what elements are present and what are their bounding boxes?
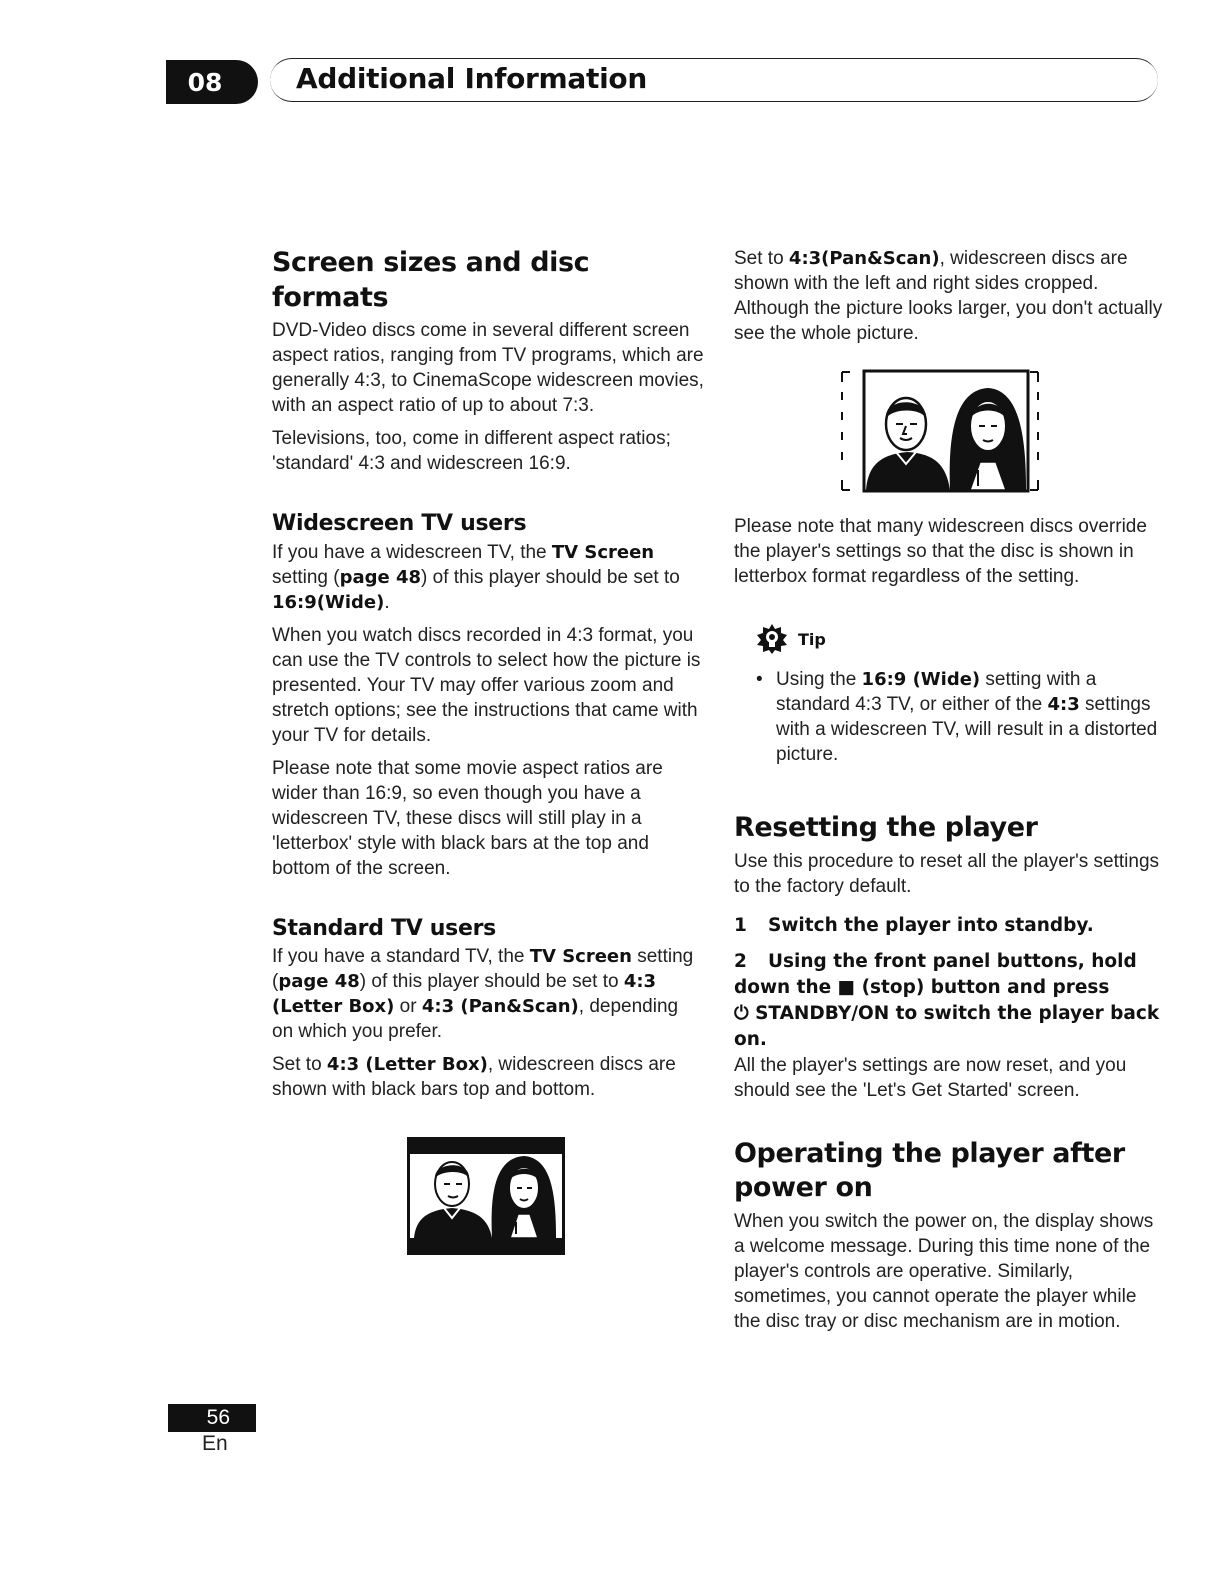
text: , depending on which you prefer. — [272, 996, 679, 1043]
bold-term: 4:3 (Letter Box) — [326, 1054, 488, 1076]
step-1 — [734, 913, 1166, 939]
tip-list-item — [756, 667, 1166, 767]
letterbox-illustration — [406, 1136, 566, 1256]
section-pan-scan — [734, 246, 1166, 589]
section-screen-sizes — [272, 246, 704, 476]
chapter-number: 08 — [187, 67, 223, 97]
tip-lightbulb-icon — [756, 623, 788, 655]
bullet-icon: • — [756, 669, 763, 690]
paragraph: Please note that many widescreen discs override the player's settings so that the disc is shown in letterbox format regardless of the setting. — [734, 516, 1147, 587]
tip-text — [776, 667, 1166, 767]
paragraph: All the player's settings are now reset, and you should see the 'Let's Get Started' screen. — [734, 1054, 1127, 1101]
text: If you have a standard TV, the — [272, 946, 530, 968]
heading-widescreen-tv-users: Widescreen TV users — [272, 511, 527, 537]
tip-header — [756, 623, 1166, 655]
text: setting ( — [272, 566, 340, 588]
step-number: 1 — [734, 914, 747, 936]
step-text: Switch the player into standby. — [768, 914, 1094, 936]
section-operating — [734, 1137, 1166, 1334]
step-2 — [734, 949, 1166, 1053]
paragraph: Use this procedure to reset all the player's settings to the factory default. — [734, 850, 1160, 897]
bold-term: TV Screen — [551, 541, 655, 563]
page-language: En — [202, 1432, 228, 1455]
text: , widescreen discs are shown with black bars top and bottom. — [272, 1054, 676, 1101]
step-text: Using the front panel buttons, hold down the — [734, 950, 1137, 998]
bold-term: 16:9 (Wide) — [861, 669, 981, 690]
tip-box — [734, 623, 1166, 767]
power-standby-icon: ⏻ — [734, 1002, 749, 1024]
left-column — [272, 246, 704, 1256]
paragraph — [734, 246, 1166, 346]
step-number: 2 — [734, 950, 747, 972]
step-text: (stop) button and press — [855, 976, 1110, 998]
text: settings with a widescreen TV, will result in a distorted picture. — [776, 694, 1158, 765]
paragraph — [272, 944, 704, 1044]
text: , widescreen discs are shown with the left and right sides cropped. Although the picture looks larger, you don't actually see the whole picture. — [734, 248, 1163, 344]
text: ) of this player should be set to — [421, 566, 680, 588]
step-text: STANDBY/ON to switch the player back on. — [734, 1002, 1160, 1050]
page-number: 56 — [168, 1404, 256, 1432]
text: Set to — [734, 248, 789, 269]
text: . — [384, 591, 390, 613]
section-resetting — [734, 811, 1166, 1103]
stop-icon: ■ — [837, 976, 856, 998]
paragraph — [272, 540, 704, 615]
paragraph: When you switch the power on, the display shows a welcome message. During this time none of the player's controls are operative. Similarly, sometimes, you cannot operate the player while the disc tray or disc mechanism are in motion. — [734, 1210, 1154, 1332]
bold-term: 4:3 (Letter Box) — [272, 971, 657, 1018]
heading-screen-sizes: Screen sizes and disc formats — [272, 247, 590, 313]
tip-label: Tip — [798, 629, 826, 649]
right-column — [734, 246, 1166, 1342]
chapter-number-tab — [166, 60, 258, 104]
text: ) of this player should be set to — [359, 971, 624, 993]
heading-standard-tv-users: Standard TV users — [272, 915, 496, 941]
text: setting with a standard 4:3 TV, or either of the — [776, 669, 1097, 715]
text: If you have a widescreen TV, the — [272, 541, 552, 563]
bold-term: TV Screen — [529, 946, 632, 968]
section-widescreen-tv — [272, 510, 704, 881]
bold-term: 4:3(Pan&Scan) — [788, 248, 940, 269]
page-reference: page 48 — [339, 566, 422, 588]
text: Using the — [776, 669, 862, 690]
pan-scan-illustration — [838, 368, 1042, 494]
bold-term: 4:3 (Pan&Scan) — [421, 996, 579, 1018]
paragraph: Televisions, too, come in different aspect ratios; 'standard' 4:3 and widescreen 16:9. — [272, 428, 671, 475]
section-standard-tv — [272, 915, 704, 1103]
text: setting ( — [272, 946, 694, 993]
bold-term: 4:3 — [1047, 694, 1080, 715]
paragraph — [272, 1052, 704, 1102]
text: Set to — [272, 1054, 327, 1076]
paragraph: DVD-Video discs come in several different screen aspect ratios, ranging from TV programs, which are generally 4:3, to CinemaScope widescreen movies, with an aspect ratio of up to about 7:3. — [272, 320, 704, 417]
heading-operating-after-power-on: Operating the player after power on — [734, 1137, 1125, 1204]
page-reference: page 48 — [278, 971, 360, 993]
bold-term: 16:9(Wide) — [272, 591, 385, 613]
paragraph: Please note that some movie aspect ratios are wider than 16:9, so even though you have a widescreen TV, these discs will still play in a 'letterbox' style with black bars at the top and bottom of the screen. — [272, 757, 663, 879]
text: or — [394, 996, 422, 1018]
heading-resetting-the-player: Resetting the player — [734, 812, 1038, 843]
chapter-title: Additional Information — [296, 62, 647, 95]
paragraph: When you watch discs recorded in 4:3 format, you can use the TV controls to select how the picture is presented. Your TV may offer various zoom and stretch options; see the instructions that came with your TV for details. — [272, 624, 701, 746]
